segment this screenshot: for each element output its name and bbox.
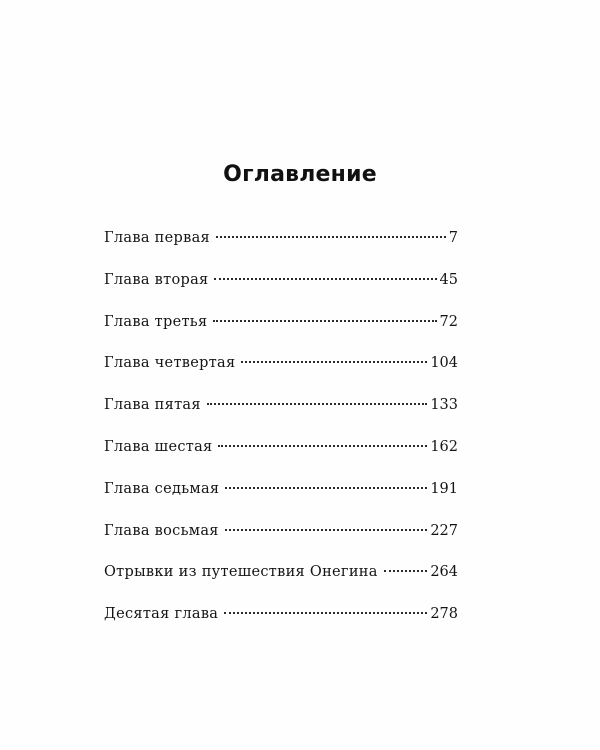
toc-entry-label: Глава первая [104,230,210,246]
toc-entry-excerpts [104,562,458,604]
toc-entry-chapter-8 [104,521,458,563]
toc-entry-label: Глава шестая [104,438,213,455]
toc-entry-page: 72 [439,313,458,330]
table-of-contents [104,228,458,646]
dot-leader [214,278,436,280]
toc-entry-label: Глава седьмая [104,480,220,497]
toc-entry-label: Глава третья [104,313,208,330]
toc-entry-chapter-2 [104,270,458,312]
dot-leader [218,445,427,447]
toc-entry-label: Десятая глава [104,606,219,623]
dot-leader [225,529,428,531]
toc-entry-chapter-4 [104,353,458,395]
toc-entry-chapter-6 [104,437,458,479]
toc-entry-chapter-1 [104,228,458,270]
toc-entry-page: 227 [430,522,458,539]
toc-entry-label: Глава четвертая [104,355,236,372]
dot-leader [241,361,427,363]
toc-entry-page: 162 [430,438,458,455]
dot-leader [213,320,436,322]
toc-entry-page: 45 [439,271,458,288]
dot-leader [384,570,428,572]
dot-leader [225,487,427,489]
dot-leader [216,236,446,238]
toc-entry-page: 191 [430,480,458,497]
toc-entry-page: 7 [448,230,458,246]
toc-entry-page: 133 [430,397,458,414]
toc-entry-label: Глава восьмая [104,522,219,539]
toc-entry-page: 278 [430,606,458,623]
toc-entry-page: 264 [430,564,458,581]
toc-entry-label: Отрывки из путешествия Онегина [104,564,378,581]
toc-entry-label: Глава пятая [104,397,201,414]
toc-entry-chapter-10 [104,604,458,646]
toc-entry-page: 104 [430,355,458,372]
toc-entry-chapter-7 [104,479,458,521]
toc-entry-chapter-3 [104,312,458,354]
dot-leader [224,612,427,614]
toc-entry-label: Глава вторая [104,271,209,288]
dot-leader [207,403,428,405]
toc-entry-chapter-5 [104,395,458,437]
page-title: Оглавление [223,162,377,187]
